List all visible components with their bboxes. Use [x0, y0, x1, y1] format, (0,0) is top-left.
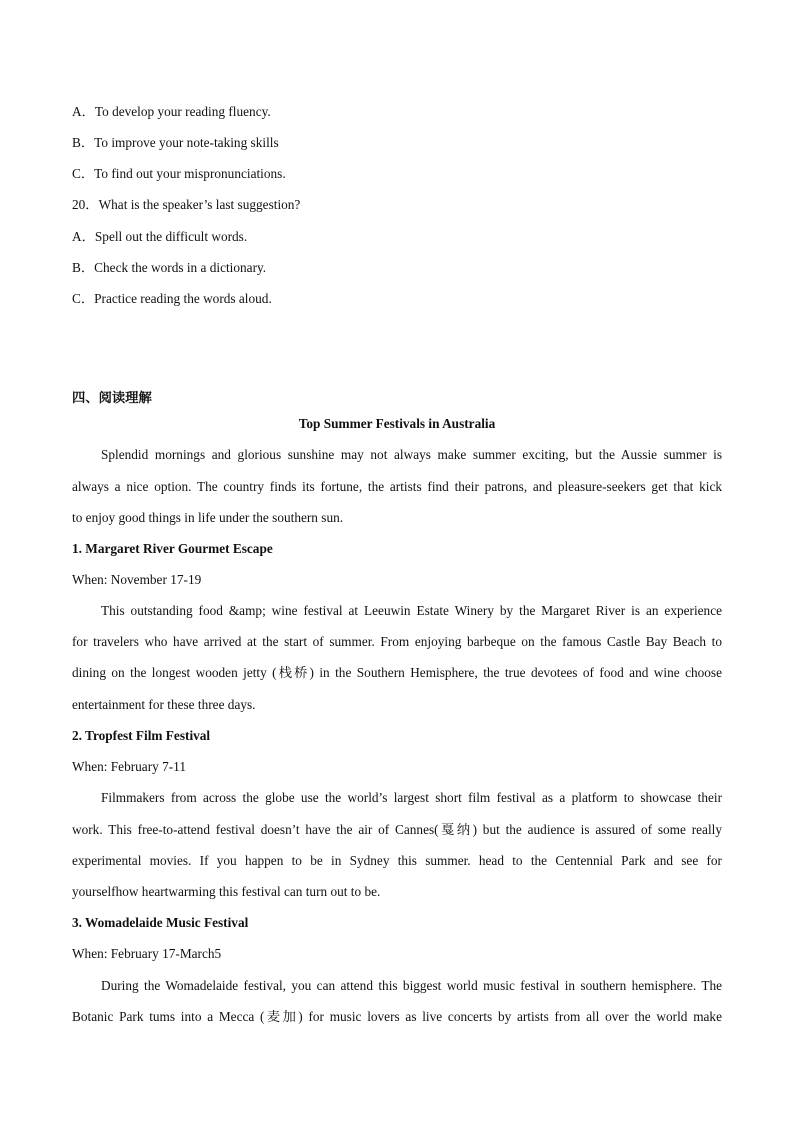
q19-option-c: C．To find out your mispronunciations. — [72, 166, 286, 181]
festival-3-heading: 3. Womadelaide Music Festival — [72, 915, 249, 930]
q20-option-a: A．Spell out the difficult words. — [72, 229, 248, 244]
festival-3-line: During the Womadelaide festival, you can attend this biggest world music festival in southern hemisphere. The — [101, 978, 722, 993]
section-heading: 四、阅读理解 — [72, 390, 152, 405]
festival-3-line: Botanic Park tums into a Mecca (麦加) for music lovers as live concerts by artists from all over the world make — [72, 1009, 722, 1024]
intro-line: to enjoy good things in life under the southern sun. — [72, 510, 344, 525]
festival-2-heading: 2. Tropfest Film Festival — [72, 728, 211, 743]
festival-1-when: When: November 17-19 — [72, 572, 202, 587]
q20-question: 20．What is the speaker’s last suggestion? — [72, 197, 301, 212]
festival-2-line: yourselfhow heartwarming this festival can turn out to be. — [72, 884, 381, 899]
q20-option-c: C．Practice reading the words aloud. — [72, 291, 272, 306]
festival-1-line: for travelers who have arrived at the start of summer. From enjoying barbeque on the famous Castle Bay Beach to — [72, 634, 722, 649]
q19-option-b: B．To improve your note-taking skills — [72, 135, 279, 150]
festival-3-when: When: February 17-March5 — [72, 946, 222, 961]
intro-line: always a nice option. The country finds its fortune, the artists find their patrons, and pleasure-seekers get that kick — [72, 479, 722, 494]
festival-2-when: When: February 7-11 — [72, 759, 186, 774]
q19-option-a: A．To develop your reading fluency. — [72, 104, 271, 119]
q20-option-b: B．Check the words in a dictionary. — [72, 260, 267, 275]
festival-2-line: work. This free-to-attend festival doesn’t have the air of Cannes(戛纳) but the audience is assured of some really — [72, 822, 722, 837]
article-title: Top Summer Festivals in Australia — [298, 416, 496, 431]
festival-1-line: This outstanding food &amp; wine festival at Leeuwin Estate Winery by the Margaret River is an experience — [101, 603, 722, 618]
intro-line: Splendid mornings and glorious sunshine may not always make summer exciting, but the Aussie summer is — [101, 447, 722, 462]
festival-1-heading: 1. Margaret River Gourmet Escape — [72, 541, 273, 556]
festival-1-line: dining on the longest wooden jetty (栈桥) in the Southern Hemisphere, the true devotees of food and wine choose — [72, 665, 722, 680]
festival-2-line: Filmmakers from across the globe use the world’s largest short film festival as a platform to showcase their — [101, 790, 722, 805]
festival-2-line: experimental movies. If you happen to be in Sydney this summer. head to the Centennial Park and see for — [72, 853, 722, 868]
festival-1-line: entertainment for these three days. — [72, 697, 256, 712]
